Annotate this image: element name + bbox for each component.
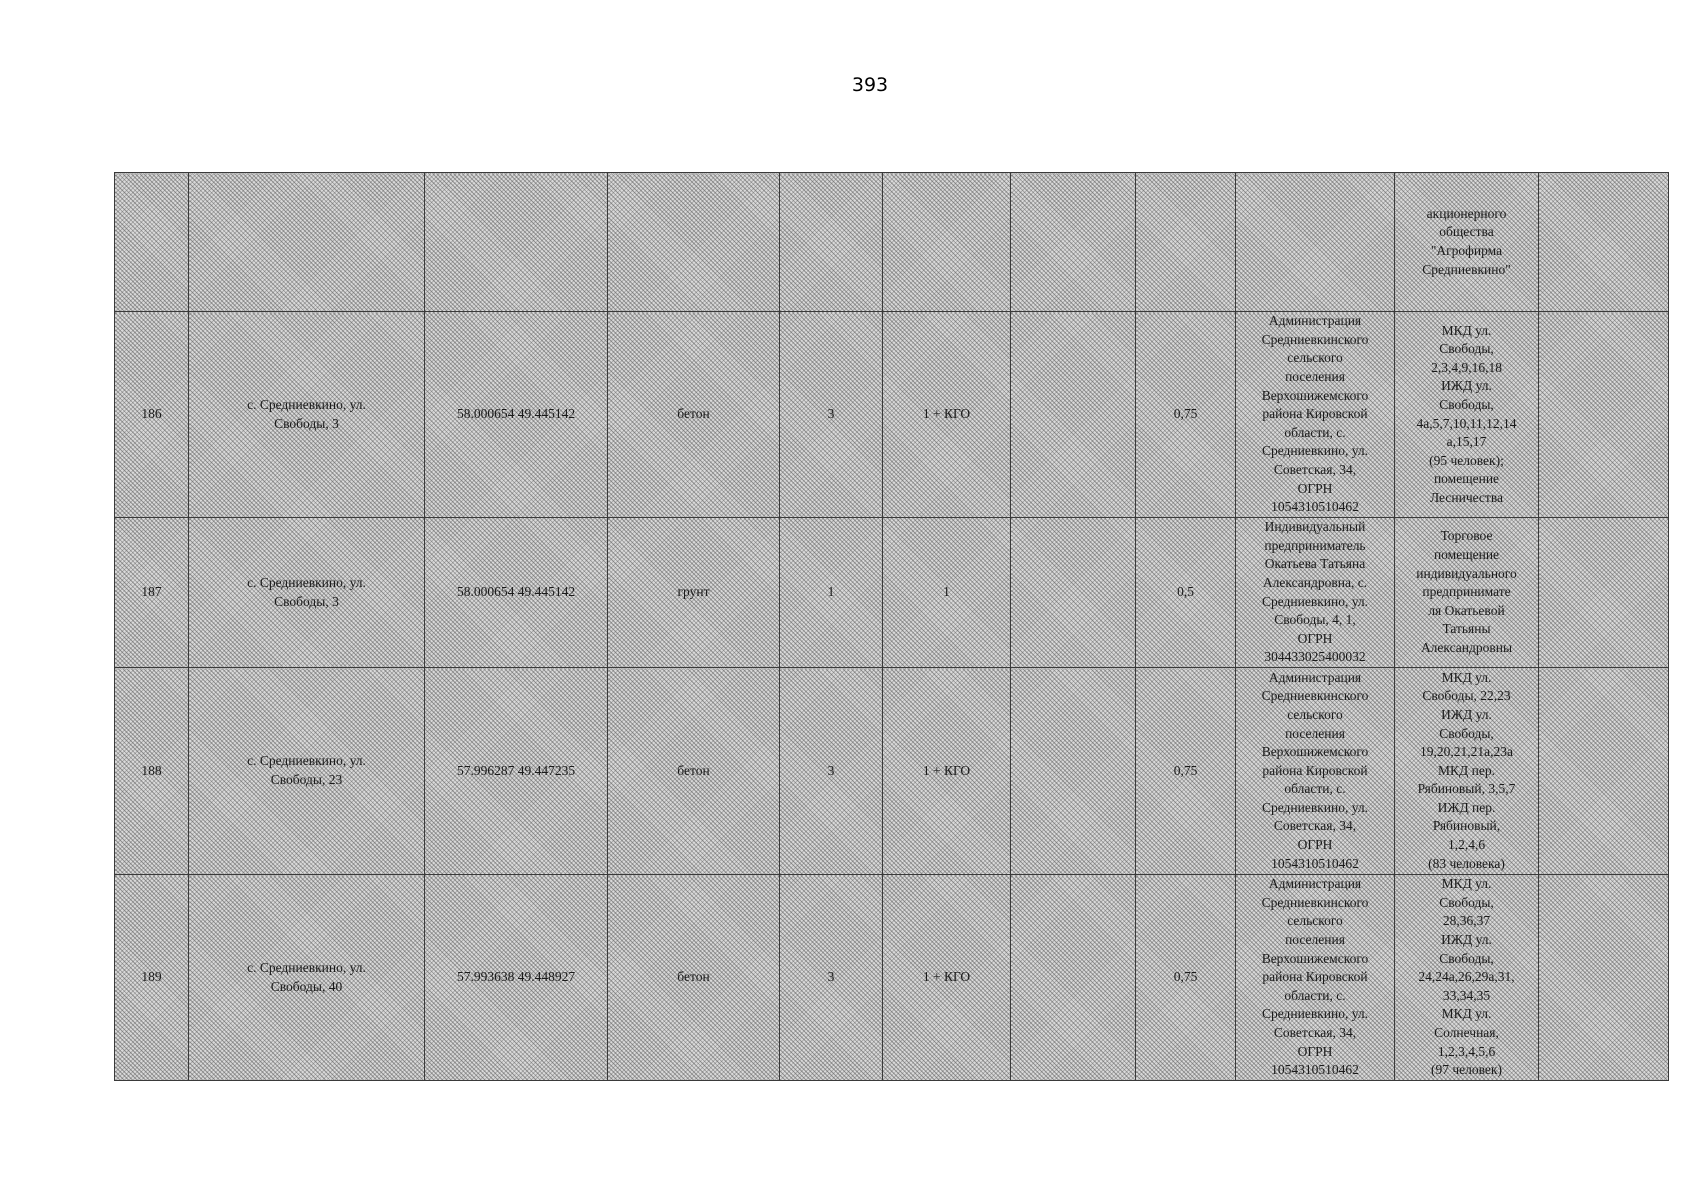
table-row [115, 875, 1669, 1081]
cell-coords: 57.993638 49.448927 [425, 875, 608, 1081]
sources-text: МКД ул. Свободы, 22,23 ИЖД ул. Свободы, 19,20,21,21а,23а МКД пер. Рябиновый, 3,5,7 ИЖД пер. Рябиновый, 1,2,4,6 (83 человека) [1417, 669, 1516, 871]
address-text: с. Средниевкино, ул. Свободы, 3 [247, 574, 366, 609]
cell-coords: 58.000654 49.445142 [425, 518, 608, 668]
address-text: с. Средниевкино, ул. Свободы, 23 [247, 753, 366, 787]
cell-owner [1236, 875, 1395, 1081]
cell-area: 1 [780, 518, 883, 668]
table-row [115, 312, 1669, 518]
cell-note [1539, 518, 1669, 668]
waste-sites-table [114, 172, 1669, 1081]
sources-text: МКД ул. Свободы, 2,3,4,9,16,18 ИЖД ул. Свободы, 4а,5,7,10,11,12,14 а,15,17 (95 человек); помещение Лесничества [1416, 322, 1517, 505]
cell-volume-b: 0,75 [1136, 312, 1236, 518]
owner-text: Администрация Средниевкинского сельского поселения Верхошижемского района Кировской области, с. Средниевкино, ул. Советская, 34, ОГРН 1054310510462 [1261, 876, 1369, 1078]
owner-text: Администрация Средниевкинского сельского поселения Верхошижемского района Кировской области, с. Средниевкино, ул. Советская, 34, ОГРН 1054310510462 [1261, 313, 1369, 515]
cell-num: 189 [115, 875, 189, 1081]
cell-note [1539, 312, 1669, 518]
cell-note [1539, 173, 1669, 312]
cell-num: 188 [115, 668, 189, 875]
cell-surface: бетон [608, 875, 780, 1081]
cell-volume-a [1011, 668, 1136, 875]
cell-owner [1236, 518, 1395, 668]
cell-area: 3 [780, 875, 883, 1081]
cell-address [189, 173, 425, 312]
cell-owner [1236, 173, 1395, 312]
cell-address [189, 518, 425, 668]
owner-text: Индивидуальный предприниматель Окатьева Татьяна Александровна, с. Средниевкино, ул. Свободы, 4, 1, ОГРН 304433025400032 [1261, 519, 1369, 665]
cell-volume-b: 0,75 [1136, 668, 1236, 875]
cell-volume-b: 0,5 [1136, 518, 1236, 668]
cell-surface: грунт [608, 518, 780, 668]
cell-num: 186 [115, 312, 189, 518]
cell-address [189, 875, 425, 1081]
cell-address [189, 312, 425, 518]
cell-area: 3 [780, 312, 883, 518]
cell-sources [1395, 875, 1539, 1081]
cell-volume-b: 0,75 [1136, 875, 1236, 1081]
table-row-continuation [115, 173, 1669, 312]
cell-volume-a [1011, 312, 1136, 518]
cell-owner [1236, 668, 1395, 875]
table-row [115, 518, 1669, 668]
cell-area [780, 173, 883, 312]
address-text: с. Средниевкино, ул. Свободы, 3 [247, 396, 366, 431]
cell-coords: 58.000654 49.445142 [425, 312, 608, 518]
table-row [115, 668, 1669, 875]
sources-text: МКД ул. Свободы, 28,36,37 ИЖД ул. Свободы, 24,24а,26,29а,31, 33,34,35 МКД ул. Солнечная, 1,2,3,4,5,6 (97 человек) [1418, 876, 1515, 1078]
cell-containers: 1 [883, 518, 1011, 668]
cell-containers [883, 173, 1011, 312]
cell-surface: бетон [608, 312, 780, 518]
address-text: с. Средниевкино, ул. Свободы, 40 [247, 959, 366, 994]
cell-sources [1395, 518, 1539, 668]
cell-note [1539, 875, 1669, 1081]
cell-owner [1236, 312, 1395, 518]
cell-num: 187 [115, 518, 189, 668]
cell-sources [1395, 668, 1539, 875]
cell-coords: 57.996287 49.447235 [425, 668, 608, 875]
cell-address [189, 668, 425, 875]
cell-containers: 1 + КГО [883, 312, 1011, 518]
cell-volume-a [1011, 173, 1136, 312]
owner-text: Администрация Средниевкинского сельского поселения Верхошижемского района Кировской области, с. Средниевкино, ул. Советская, 34, ОГРН 1054310510462 [1261, 669, 1369, 871]
cell-sources [1395, 173, 1539, 312]
cell-sources [1395, 312, 1539, 518]
cell-num [115, 173, 189, 312]
cell-containers: 1 + КГО [883, 668, 1011, 875]
cell-surface: бетон [608, 668, 780, 875]
cell-volume-b [1136, 173, 1236, 312]
sources-text: акционерного общества "Агрофирма Средниевкино" [1422, 205, 1511, 277]
cell-volume-a [1011, 875, 1136, 1081]
cell-area: 3 [780, 668, 883, 875]
cell-containers: 1 + КГО [883, 875, 1011, 1081]
cell-coords [425, 173, 608, 312]
cell-note [1539, 668, 1669, 875]
cell-surface [608, 173, 780, 312]
page-number: 393 [851, 74, 889, 96]
cell-volume-a [1011, 518, 1136, 668]
sources-text: Торговое помещение индивидуального предпринимате ля Окатьевой Татьяны Александровны [1416, 528, 1517, 655]
